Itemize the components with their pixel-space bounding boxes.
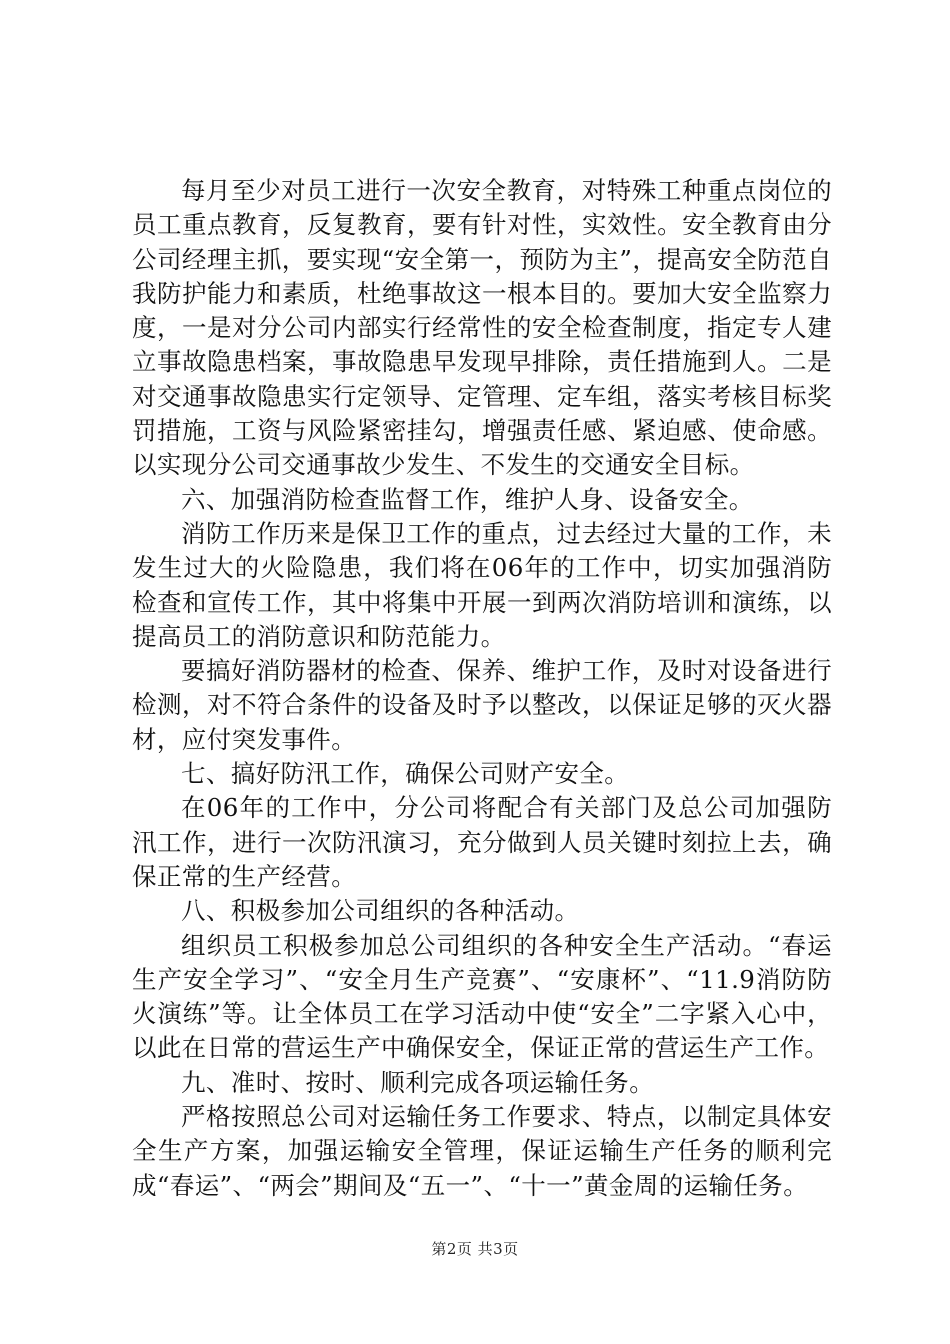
paragraph-safety-education: 每月至少对员工进行一次安全教育，对特殊工种重点岗位的员工重点教育，反复教育，要有针对性，实效性。安全教育由分公司经理主抓，要实现“安全第一，预防为主”，提高安全防范自我防护能力和素质，杜绝事故这一根本目的。要加大安全监察力度，一是对分公司内部实行经常性的安全检查制度，指定专人建立事故隐患档案，事故隐患早发现早排除，责任措施到人。二是对交通事故隐患实行定领导、定管理、定车组，落实考核目标奖罚措施，工资与风险紧密挂勾，增强责任感、紧迫感、使命感。以实现分公司交通事故少发生、不发生的交通安全目标。 [132, 176, 832, 480]
paragraph-flood-control: 在06年的工作中，分公司将配合有关部门及总公司加强防汛工作，进行一次防汛演习，充分做到人员关键时刻拉上去，确保正常的生产经营。 [132, 793, 832, 891]
heading-transport-tasks: 九、准时、按时、顺利完成各项运输任务。 [181, 1067, 655, 1097]
paragraph-fire-work: 消防工作历来是保卫工作的重点，过去经过大量的工作，未发生过大的火险隐患，我们将在06年的工作中，切实加强消防检查和宣传工作，其中将集中开展一到两次消防培训和演练，以提高员工的消防意识和防范能力。 [132, 518, 832, 651]
document-body [132, 174, 832, 1203]
heading-flood-control: 七、搞好防汛工作，确保公司财产安全。 [181, 759, 630, 789]
paragraph-company-activities: 组织员工积极参加总公司组织的各种安全生产活动。“春运生产安全学习”、“安全月生产竞赛”、“安康杯”、“11.9消防防火演练”等。让全体员工在学习活动中使“安全”二字紧入心中，以此在日常的营运生产中确保安全，保证正常的营运生产工作。 [132, 930, 832, 1063]
page-number-footer: 第2页 共3页 [431, 1240, 519, 1258]
heading-company-activities: 八、积极参加公司组织的各种活动。 [181, 896, 580, 926]
paragraph-fire-equipment: 要搞好消防器材的检查、保养、维护工作，及时对设备进行检测，对不符合条件的设备及时予以整改，以保证足够的灭火器材，应付突发事件。 [132, 656, 832, 754]
heading-fire-inspection: 六、加强消防检查监督工作，维护人身、设备安全。 [181, 484, 754, 514]
paragraph-transport-tasks: 严格按照总公司对运输任务工作要求、特点，以制定具体安全生产方案，加强运输安全管理，保证运输生产任务的顺利完成“春运”、“两会”期间及“五一”、“十一”黄金周的运输任务。 [132, 1102, 832, 1200]
